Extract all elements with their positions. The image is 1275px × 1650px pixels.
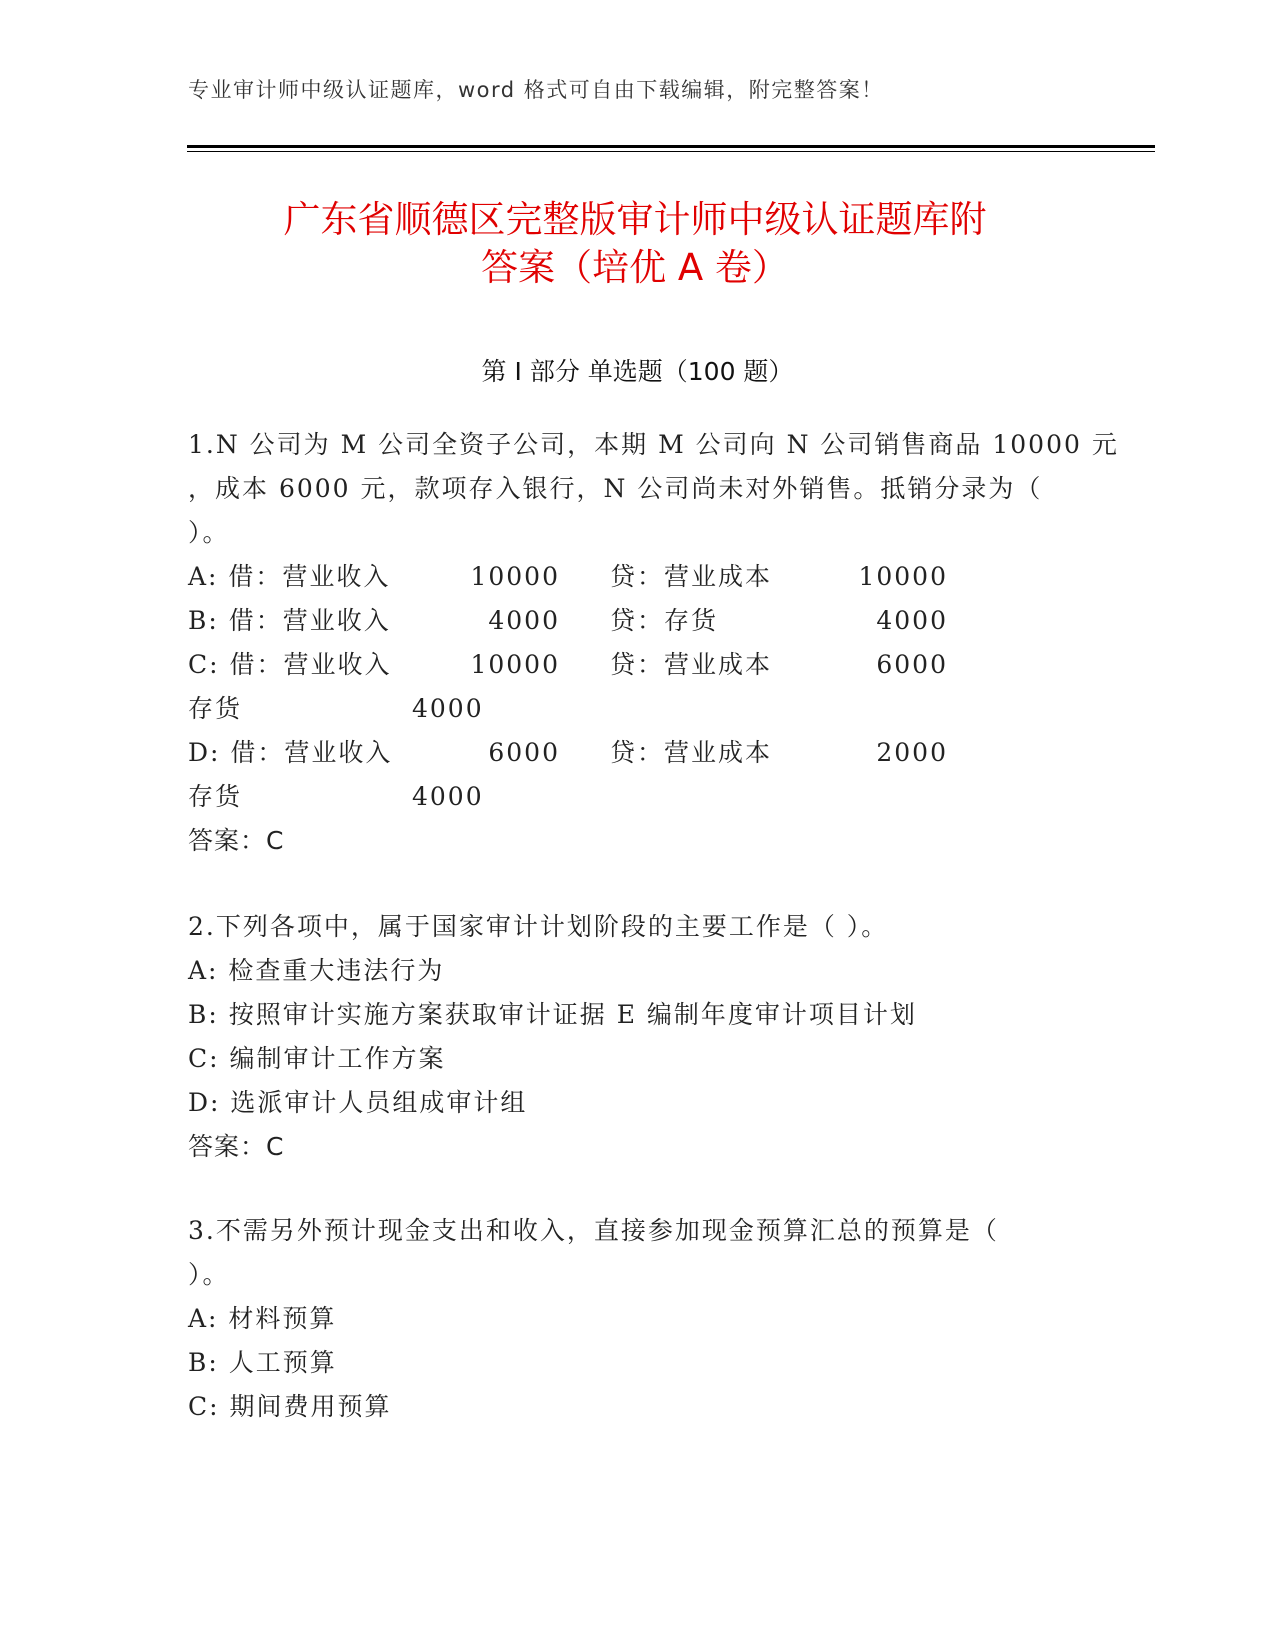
credit-amount: 2000 [876,738,948,767]
q2-option-b: B: 按照审计实施方案获取审计证据 E 编制年度审计项目计划 [188,1000,917,1029]
q1-option-c-extra [188,692,488,726]
extra-amount: 4000 [412,694,484,723]
q1-answer: 答案：C [188,826,285,855]
q3-text-line-1: 3.不需另外预计现金支出和收入，直接参加现金预算汇总的预算是（ [188,1216,999,1245]
credit-account: 贷：营业成本 [610,650,773,679]
credit-account: 贷：存货 [610,606,719,635]
debit-amount: 4000 [488,606,560,635]
q2-option-c: C: 编制审计工作方案 [188,1044,446,1073]
q1-text-line-2: ，成本 6000 元，款项存入银行，N 公司尚未对外销售。抵销分录为（ [188,474,1043,503]
debit-amount: 10000 [470,562,560,591]
header-note: 专业审计师中级认证题库，word 格式可自由下载编辑，附完整答案！ [188,78,884,102]
credit-amount: 4000 [876,606,948,635]
q3-option-c: C: 期间费用预算 [188,1392,392,1421]
debit-amount: 10000 [470,650,560,679]
header-rule-thin [187,151,1155,152]
q2-text: 2.下列各项中，属于国家审计计划阶段的主要工作是（ ）。 [188,912,889,941]
title-line-2: 答案（培优 A 卷） [481,246,789,289]
q1-text-line-3: ）。 [188,518,230,547]
credit-amount: 6000 [876,650,948,679]
option-label: A: 借：营业收入 [188,562,391,591]
option-label: B: 借：营业收入 [188,606,391,635]
option-label: C: 借：营业收入 [188,650,392,679]
q1-option-a [188,560,978,594]
q3-option-b: B: 人工预算 [188,1348,337,1377]
q2-option-a: A: 检查重大违法行为 [188,956,445,985]
q1-option-d [188,736,978,770]
q1-text-line-1: 1.N 公司为 M 公司全资子公司，本期 M 公司向 N 公司销售商品 10000 元 [188,430,1119,459]
section-heading: 第 I 部分 单选题（100 题） [481,357,794,386]
q1-option-c [188,648,978,682]
q3-text-line-2: ）。 [188,1260,230,1289]
extra-account: 存货 [188,694,243,723]
debit-amount: 6000 [488,738,560,767]
q1-option-d-extra [188,780,488,814]
credit-account: 贷：营业成本 [610,738,773,767]
credit-account: 贷：营业成本 [610,562,773,591]
title-line-1: 广东省顺德区完整版审计师中级认证题库附 [283,198,987,241]
q3-option-a: A: 材料预算 [188,1304,337,1333]
header-rule-thick [187,145,1155,148]
extra-account: 存货 [188,782,243,811]
q2-answer: 答案：C [188,1132,285,1161]
extra-amount: 4000 [412,782,484,811]
document-title [170,196,1100,292]
q1-option-b [188,604,978,638]
q2-option-d: D: 选派审计人员组成审计组 [188,1088,528,1117]
option-label: D: 借：营业收入 [188,738,393,767]
credit-amount: 10000 [858,562,948,591]
